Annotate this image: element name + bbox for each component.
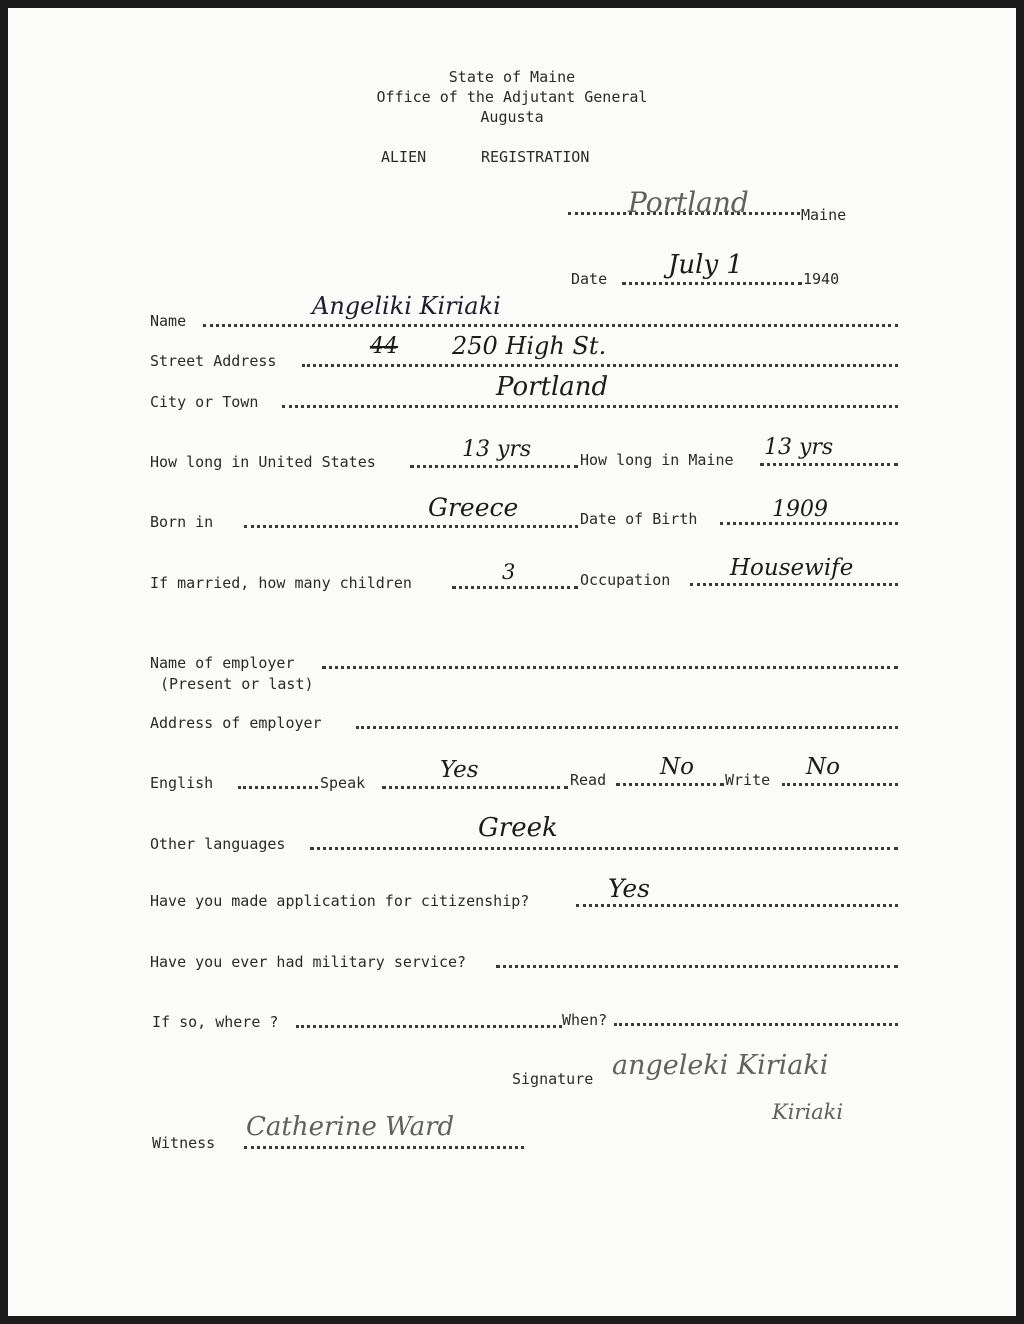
header-office: Office of the Adjutant General xyxy=(376,88,648,106)
english-label: English xyxy=(150,774,214,792)
read-dots xyxy=(616,783,724,786)
maine-years-dots xyxy=(760,463,898,466)
header-city: Augusta xyxy=(480,108,544,126)
city-value: Portland xyxy=(496,372,609,402)
street-label: Street Address xyxy=(150,352,277,370)
speak-label: Speak xyxy=(320,774,366,792)
write-value: No xyxy=(806,754,840,780)
dob-label: Date of Birth xyxy=(580,510,698,528)
english-dots xyxy=(238,786,318,789)
born-value: Greece xyxy=(428,493,519,522)
scan-border xyxy=(0,0,1024,8)
dob-dots xyxy=(720,522,898,525)
place-value: Portland xyxy=(628,186,749,219)
street-value: 250 High St. xyxy=(452,332,607,360)
signature-label: Signature xyxy=(512,1070,594,1088)
date-value: July 1 xyxy=(668,250,743,280)
dob-value: 1909 xyxy=(772,497,828,522)
date-dots xyxy=(622,282,802,285)
speak-value: Yes xyxy=(440,757,479,783)
citizenship-dots xyxy=(576,904,898,907)
name-label: Name xyxy=(150,312,187,330)
street-dots xyxy=(302,364,898,367)
occupation-dots xyxy=(690,583,898,586)
born-dots xyxy=(244,525,578,528)
name-value: Angeliki Kiriaki xyxy=(312,292,501,320)
citizenship-label: Have you made application for citizenship? xyxy=(150,892,530,910)
occupation-label: Occupation xyxy=(580,571,671,589)
where-dots xyxy=(296,1025,562,1028)
children-dots xyxy=(452,586,578,589)
witness-value: Catherine Ward xyxy=(246,1112,455,1142)
title-registration: REGISTRATION xyxy=(481,148,590,166)
witness-dots xyxy=(244,1146,524,1149)
read-value: No xyxy=(660,754,694,780)
write-dots xyxy=(782,783,898,786)
city-label: City or Town xyxy=(150,393,259,411)
us-years-dots xyxy=(410,465,578,468)
place-suffix: Maine xyxy=(801,206,847,224)
signature-value: angeleki Kiriaki xyxy=(612,1050,829,1081)
header-state: State of Maine xyxy=(448,68,576,86)
employer-address-label: Address of employer xyxy=(150,714,322,732)
date-label: Date xyxy=(571,270,608,288)
citizenship-value: Yes xyxy=(608,874,650,903)
speak-dots xyxy=(382,786,568,789)
write-label: Write xyxy=(725,771,771,789)
military-dots xyxy=(496,965,898,968)
witness-label: Witness xyxy=(152,1134,216,1152)
maine-years-label: How long in Maine xyxy=(580,451,734,469)
read-label: Read xyxy=(570,771,607,789)
name-dots xyxy=(203,324,898,327)
city-dots xyxy=(282,405,898,408)
children-value: 3 xyxy=(502,560,516,584)
employer-label: Name of employer xyxy=(150,654,295,672)
children-label: If married, how many children xyxy=(150,574,412,592)
maine-years-value: 13 yrs xyxy=(764,435,834,460)
employer-sublabel: (Present or last) xyxy=(160,675,314,693)
date-year: 1940 xyxy=(803,270,840,288)
street-struck-number: 44 xyxy=(370,334,398,359)
title-alien: ALIEN xyxy=(381,148,427,166)
other-languages-value: Greek xyxy=(478,813,558,843)
military-label: Have you ever had military service? xyxy=(150,953,467,971)
born-label: Born in xyxy=(150,513,214,531)
other-languages-label: Other languages xyxy=(150,835,286,853)
us-years-value: 13 yrs xyxy=(462,437,532,462)
employer-dots xyxy=(322,666,898,669)
us-years-label: How long in United States xyxy=(150,453,376,471)
where-label: If so, where ? xyxy=(152,1013,279,1031)
signature-note: Kiriaki xyxy=(772,1100,844,1124)
other-languages-dots xyxy=(310,847,898,850)
when-label: When? xyxy=(562,1011,608,1029)
when-dots xyxy=(614,1023,898,1026)
employer-address-dots xyxy=(356,726,898,729)
occupation-value: Housewife xyxy=(730,555,854,581)
